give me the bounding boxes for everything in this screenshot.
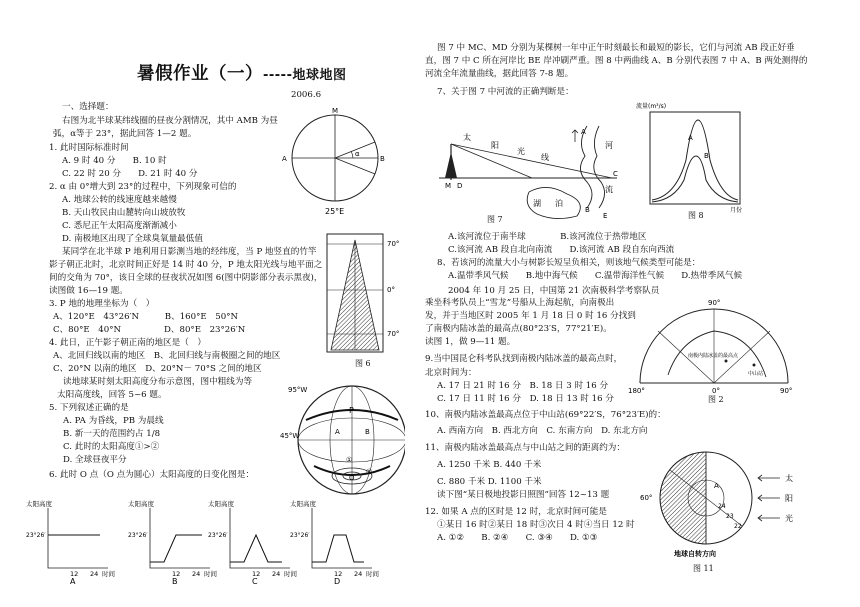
graph-line bbox=[312, 535, 364, 562]
graph-tick: 24 bbox=[192, 570, 201, 578]
fig7-m: M bbox=[445, 182, 452, 190]
fig7-bo: 泊 bbox=[555, 199, 563, 208]
right-line: 图 7 中 MC、MD 分别为某棵树一年中正午时刻最长和最短的影长，它们与河流 AB 段正好垂 bbox=[437, 43, 795, 53]
fig11-24: 24 bbox=[718, 503, 726, 510]
fig56-a: A bbox=[335, 428, 340, 436]
left-line: A. 9 时 40 分 B. 10 时 bbox=[62, 156, 167, 166]
graph-letter: D bbox=[334, 577, 341, 585]
graph-xlabel: 时间 bbox=[102, 570, 115, 578]
fig7-yang: 阳 bbox=[491, 141, 499, 150]
fig1-label-a: A bbox=[282, 155, 287, 163]
graph-tick: 12 bbox=[172, 570, 181, 578]
fig11-22: 22 bbox=[734, 523, 742, 530]
left-line: 间的交角为 70°，该日全球的昼夜状况如图 6(图中阴影部分表示黑夜)， bbox=[49, 273, 323, 283]
graph-tick: 24 bbox=[90, 570, 99, 578]
fig7-hu: 湖 bbox=[533, 199, 541, 208]
right-line: A.该河流位于南半球 B.该河流位于热带地区 bbox=[448, 232, 647, 242]
left-line: C. 悉尼正午太阳高度渐渐减小 bbox=[62, 221, 177, 231]
fig8-series-a: A bbox=[688, 134, 693, 142]
left-line: D. 全球昼夜平分 bbox=[63, 455, 127, 465]
fig2-caption: 图 2 bbox=[708, 395, 724, 404]
right-line: 河流全年流量曲线，据此回答 7-8 题。 bbox=[425, 69, 574, 79]
fig2-lon-left: 180° bbox=[628, 387, 645, 395]
fig7-a: A bbox=[581, 128, 586, 136]
left-line: 5. 下列叙述正确的是 bbox=[49, 403, 129, 413]
fig56-lon-95w: 95°W bbox=[288, 386, 308, 394]
fig7-b: B bbox=[585, 206, 590, 214]
left-line: C. 此时的太阳高度①>② bbox=[63, 442, 160, 452]
section-heading: 一、选择题： bbox=[62, 102, 114, 112]
graph-tick: 24 bbox=[354, 570, 363, 578]
fig56-b: B bbox=[365, 428, 370, 436]
right-line: A. 1250 千米 B. 440 千米 bbox=[437, 460, 542, 470]
left-line: 6. 此时 O 点（O 点为圆心）太阳高度的日变化图是： bbox=[49, 470, 255, 480]
figure-11-polar bbox=[640, 448, 815, 562]
left-line: 读地球某时刻太阳高度分布示意图，图中粗线为等 bbox=[63, 377, 253, 387]
fig7-e: E bbox=[603, 212, 608, 220]
fig11-a: A bbox=[714, 482, 719, 490]
altitude-graph-a bbox=[26, 500, 126, 589]
fig2-summit: 南极内陆冰盖的最高点 bbox=[688, 353, 739, 359]
right-line: A. ①② B. ②④ C. ③④ D. ①③ bbox=[437, 533, 598, 543]
right-line: 直，图 7 中 C 所在河岸比 BE 岸冲刷严重。图 8 中两曲线 A、B 分别代表图 7 中 A、B 两处测得的 bbox=[425, 56, 808, 66]
figure-2-antarctica bbox=[628, 295, 798, 399]
left-line: A. 地球公转的线速度越来越慢 bbox=[62, 195, 177, 205]
date: 2006.6 bbox=[291, 90, 322, 100]
graph-xlabel: 时间 bbox=[284, 570, 297, 578]
left-line: A、120°E 43°26′N B、160°E 50°N bbox=[53, 312, 239, 322]
figure-circle-amb bbox=[279, 106, 391, 222]
right-line: 了南极内陆冰盖的最高点(80°23′S，77°21′E)。 bbox=[425, 324, 612, 334]
fig7-liu: 流 bbox=[605, 185, 613, 194]
left-line: 2. α 由 0°增大到 23°的过程中，下列现象可信的 bbox=[49, 182, 237, 192]
fig6-lat-top: 70° bbox=[387, 240, 400, 248]
graph-ylabel: 太阳高度 bbox=[128, 500, 154, 508]
fig7-caption: 图 7 bbox=[487, 215, 503, 224]
graph-letter: B bbox=[172, 577, 178, 585]
fig11-yang: 阳 bbox=[785, 494, 793, 503]
graph-axes bbox=[48, 508, 108, 568]
page-title: 暑假作业（一）-----地球地图 bbox=[137, 64, 347, 84]
fig1-label-m: M bbox=[332, 107, 339, 115]
right-line: C. 880 千米 D. 1100 千米 bbox=[437, 477, 542, 487]
fig6-lat-mid: 0° bbox=[387, 286, 395, 294]
graph-letter: C bbox=[252, 577, 258, 585]
left-line: A. PA 为昏线，PB 为晨线 bbox=[63, 416, 164, 426]
right-line: 8、若该河的流量大小与树影长短呈负相关，则该地气候类型可能是： bbox=[437, 258, 701, 268]
left-line: 影子朝正北时，北京时间正好是 14 时 40 分，P 地太阳光线与地平面之 bbox=[49, 260, 323, 270]
left-line: C. 22 时 20 分 D. 21 时 40 分 bbox=[62, 169, 198, 179]
right-line: 12. 如果 A 点的区时是 12 时，北京时间可能是 bbox=[425, 507, 607, 517]
fig11-60: 60° bbox=[640, 494, 653, 502]
fig56-p: P bbox=[349, 406, 354, 415]
fig11-23: 23 bbox=[726, 513, 734, 520]
left-line: A、北回归线以南的地区 B、北回归线与南极圈之间的地区 bbox=[53, 351, 281, 361]
graph-tick: 12 bbox=[334, 570, 343, 578]
right-line: 10、南极内陆冰盖最高点位于中山站(69°22′S，76°23′E)的： bbox=[425, 410, 666, 420]
graph-value: 23°26′ bbox=[26, 532, 46, 539]
left-line: 某同学在北半球 P 地利用日影测当地的经纬度，当 P 地竖直的竹竿 bbox=[62, 247, 317, 257]
right-line: A. 西南方向 B. 西北方向 C. 东南方向 D. 东北方向 bbox=[437, 426, 648, 436]
left-line: 1. 此时国际标准时间 bbox=[49, 143, 129, 153]
fig56-2: ② bbox=[366, 468, 373, 476]
graph-tick: 12 bbox=[252, 570, 261, 578]
fig2-lon-top: 90° bbox=[708, 299, 721, 307]
figure-7-river bbox=[437, 122, 622, 226]
fig2-lon-right: 90° bbox=[780, 387, 793, 395]
right-line: 乘坐科考队员上“雪龙”号船从上海起航，向南极出 bbox=[425, 298, 615, 308]
right-line: 2004 年 10 月 25 日，中国第 21 次南极科学考察队员 bbox=[448, 286, 660, 296]
graph-axes bbox=[312, 508, 372, 568]
left-line: B. 天山牧民由山麓转向山坡放牧 bbox=[62, 208, 186, 218]
fig11-tai: 太 bbox=[785, 474, 793, 483]
graph-line bbox=[230, 535, 282, 562]
right-line: 北京时间为： bbox=[425, 368, 477, 378]
fig11-caption: 图 11 bbox=[693, 564, 714, 573]
graph-ylabel: 太阳高度 bbox=[290, 500, 316, 508]
fig7-d: D bbox=[457, 182, 463, 190]
figure-sun-altitude bbox=[280, 380, 405, 509]
fig7-xian: 线 bbox=[541, 153, 549, 162]
left-line: 读图做 16—19 题。 bbox=[49, 286, 128, 296]
right-line: C. 17 日 11 时 16 分 D. 18 日 13 时 16 分 bbox=[437, 394, 614, 404]
altitude-graph-d bbox=[290, 500, 390, 589]
left-line: D. 南极地区出现了全球臭氧量最低值 bbox=[62, 234, 203, 244]
graph-xlabel: 时间 bbox=[204, 570, 217, 578]
right-line: C.该河流 AB 段自北向南流 D.该河流 AB 段自东向西流 bbox=[448, 245, 675, 255]
fig2-lon-bottom: 0° bbox=[712, 387, 720, 395]
right-line: 读下图“某日极地投影日照图”回答 12~13 题 bbox=[437, 490, 610, 500]
right-line: 读图 1，做 9—11 题。 bbox=[425, 337, 516, 347]
right-line: 7、关于图 7 中河流的正确判断是： bbox=[437, 87, 574, 97]
fig1-label-lon: 25°E bbox=[325, 207, 345, 216]
graph-axes bbox=[150, 508, 210, 568]
fig56-1: ① bbox=[346, 456, 353, 464]
fig11-rotation: 地球自转方向 bbox=[674, 550, 716, 558]
left-line: C、80°E 40°N D、80°E 23°26′N bbox=[53, 325, 246, 335]
left-line: 太阳高度线，回答 5~6 题。 bbox=[57, 390, 167, 400]
fig1-label-alpha: α bbox=[355, 150, 360, 158]
graph-line bbox=[150, 535, 202, 562]
graph-value: 23°26′ bbox=[128, 532, 148, 539]
fig6-lat-bottom: 70° bbox=[387, 330, 400, 338]
left-line: B. 新一天的范围约占 1/8 bbox=[63, 429, 161, 439]
right-line: ①某日 16 时②某日 18 时③次日 4 时④当日 12 时 bbox=[437, 520, 635, 530]
right-line: 9.当中国昆仑科考队找到南极内陆冰盖的最高点时， bbox=[425, 354, 623, 364]
graph-tick: 12 bbox=[70, 570, 79, 578]
fig8-caption: 图 8 bbox=[688, 211, 704, 220]
fig1-label-b: B bbox=[380, 155, 385, 163]
fig7-guang: 光 bbox=[517, 147, 525, 156]
figure-6-day-night bbox=[325, 232, 405, 361]
right-line: 11、南极内陆冰盖最高点与中山站之间的距离约为： bbox=[425, 443, 625, 453]
fig56-o: O bbox=[349, 474, 355, 482]
right-line: A. 17 日 21 时 16 分 B. 18 日 3 时 16 分 bbox=[437, 381, 609, 391]
left-line: 弧，α等于 23°，据此回答 1—2 题。 bbox=[53, 129, 197, 139]
graph-value: 23°26′ bbox=[290, 532, 310, 539]
graph-letter: A bbox=[70, 577, 76, 585]
left-line: 3. P 地的地理坐标为（ ） bbox=[49, 299, 155, 309]
graph-ylabel: 太阳高度 bbox=[26, 500, 52, 508]
fig7-he: 河 bbox=[605, 141, 613, 150]
fig7-tai: 太 bbox=[463, 133, 471, 142]
graph-tick: 24 bbox=[272, 570, 281, 578]
fig8-series-b: B bbox=[704, 152, 709, 160]
left-line: 右图为北半球某纬线圈的昼夜分割情况，其中 AMB 为昼 bbox=[62, 116, 278, 126]
fig8-ylabel: 流量(m³/s) bbox=[636, 103, 667, 110]
fig8-xlabel: 月份 bbox=[730, 207, 743, 214]
graph-ylabel: 太阳高度 bbox=[208, 500, 234, 508]
fig2-zhongshan: 中山站 bbox=[748, 371, 764, 377]
fig6-caption: 图 6 bbox=[355, 359, 371, 368]
graph-value: 23°26′ bbox=[208, 532, 228, 539]
fig11-guang: 光 bbox=[785, 514, 793, 523]
graph-xlabel: 时间 bbox=[366, 570, 379, 578]
fig7-c: C bbox=[613, 170, 618, 178]
left-line: 4. 此日，正午影子朝正南的地区是（ ） bbox=[49, 338, 207, 348]
graph-axes bbox=[230, 508, 290, 568]
figure-8-flow bbox=[636, 100, 751, 219]
right-line: 发，并于当地区时 2005 年 1 月 18 日 0 时 16 分找到 bbox=[425, 311, 636, 321]
fig56-lon-45w: 45°W bbox=[280, 432, 300, 440]
left-line: C、20°N 以南的地区 D、20°N－ 70°S 之间的地区 bbox=[53, 364, 262, 374]
right-line: A.温带季风气候 B.地中海气候 C.温带海洋性气候 D.热带季风气候 bbox=[448, 271, 743, 281]
